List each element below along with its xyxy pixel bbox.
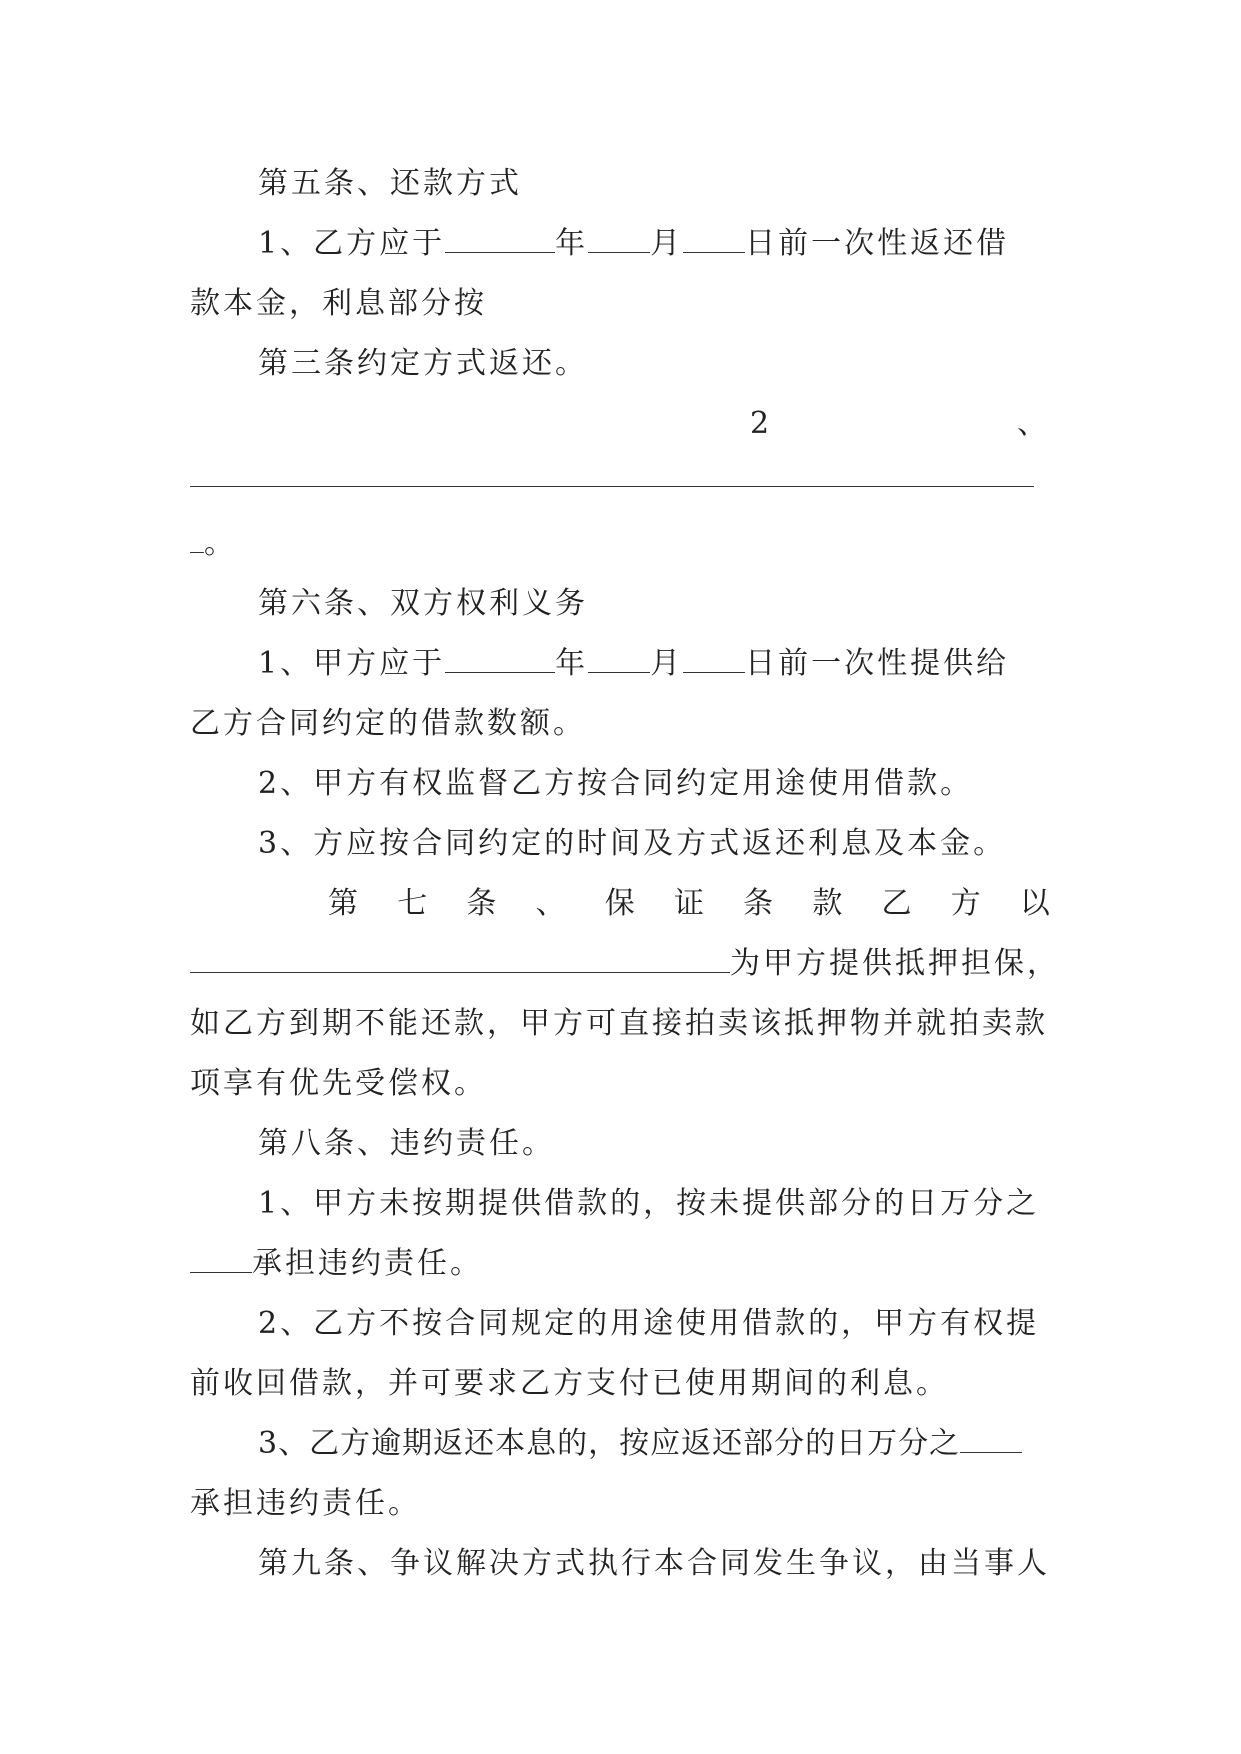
spread-char: 保 [604,886,635,921]
article-8-clause-3-cont: 承担违约责任。 [190,1486,421,1521]
clause-text: 为甲方提供抵押担保， [730,946,1060,981]
article-7-heading [328,882,1050,926]
spread-char: 条 [743,886,774,921]
clause-text: 年 [555,226,589,261]
spread-char: 乙 [881,886,912,921]
day-blank [683,222,745,253]
collateral-blank [190,942,730,973]
year-blank [445,642,555,673]
period-mark: 。 [204,526,237,561]
article-8-clause-2-cont: 前收回借款，并可要求乙方支付已使用期间的利息。 [190,1366,949,1401]
article-5-clause-1-cont: 款本金，利息部分按 [190,286,487,321]
rate-blank [190,1242,252,1273]
clause-text: 1、甲方应于 [258,646,446,681]
clause-separator: 、 [1017,406,1050,441]
article-6-clause-2: 2、甲方有权监督乙方按合同约定用途使用借款。 [258,766,974,801]
clause-text: 3、乙方逾期返还本息的，按应返还部分的日万分之 [258,1426,961,1461]
article-5-clause-1 [258,222,1050,266]
article-6-clause-3: 3、方应按合同约定的时间及方式返还利息及本金。 [258,826,1007,861]
spread-char: 方 [950,886,981,921]
article-6-heading: 第六条、双方权利义务 [258,586,588,621]
article-8-clause-1: 1、甲方未按期提供借款的，按未提供部分的日万分之 [258,1186,1040,1221]
article-5-clause-1-cont-2: 第三条约定方式返还。 [258,346,588,381]
article-8-heading: 第八条、违约责任。 [258,1126,555,1161]
spread-char: 款 [812,886,843,921]
day-blank [683,642,745,673]
clause-text: 日前一次性提供给 [745,646,1010,681]
clause-number: 2 [750,406,773,441]
article-8-clause-3 [258,1422,1050,1466]
clause-text: 承担违约责任。 [252,1246,483,1281]
spread-char: 条 [466,886,497,921]
month-blank [588,222,650,253]
spread-char: 以 [1019,886,1050,921]
clause-text: 1、乙方应于 [258,226,446,261]
article-7-cont-3: 项享有优先受偿权。 [190,1066,487,1101]
article-9-heading: 第九条、争议解决方式执行本合同发生争议，由当事人 [258,1546,1050,1581]
spread-char: 、 [535,886,566,921]
article-7-cont-2: 如乙方到期不能还款，甲方可直接拍卖该抵押物并就拍卖款 [190,1006,1048,1041]
article-8-clause-2: 2、乙方不按合同规定的用途使用借款的，甲方有权提 [258,1306,1040,1341]
spread-char: 第 [328,886,358,921]
year-blank [445,222,555,253]
article-7-cont [190,942,1060,986]
clause-text: 年 [555,646,589,681]
short-blank [190,522,204,553]
article-5-clause-2-end [190,522,1050,566]
month-blank [588,642,650,673]
article-6-clause-1 [258,642,1050,686]
article-8-clause-1-cont [190,1242,1050,1286]
clause-2-blank-line [190,486,1034,487]
clause-text: 日前一次性返还借 [745,226,1010,261]
article-6-clause-1-cont: 乙方合同约定的借款数额。 [190,706,586,741]
article-5-heading: 第五条、还款方式 [258,166,522,201]
rate-blank [960,1422,1022,1453]
clause-text: 月 [650,646,684,681]
spread-char: 证 [673,886,704,921]
clause-text: 月 [650,226,684,261]
article-5-clause-2 [750,402,1050,446]
spread-char: 七 [397,886,428,921]
